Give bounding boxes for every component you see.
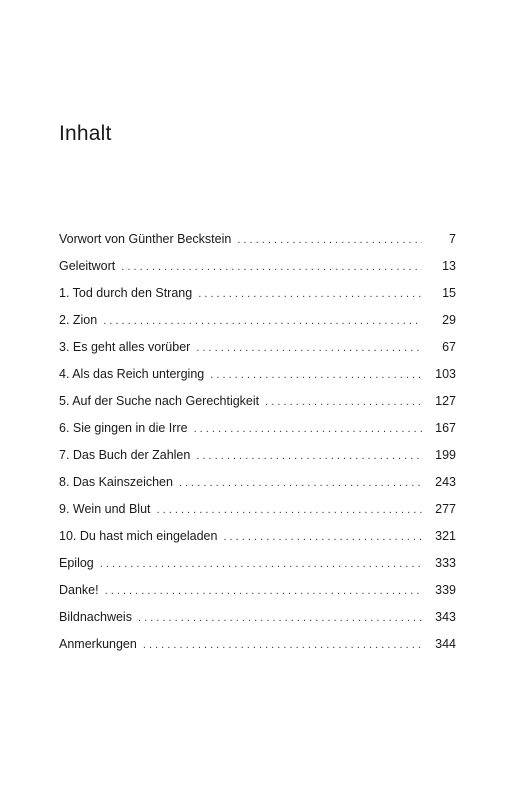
toc-entry-title: 4. Als das Reich unterging (59, 367, 205, 381)
toc-entry-page: 13 (442, 259, 456, 273)
toc-entry-page: 67 (442, 340, 456, 354)
toc-entry-page: 339 (435, 583, 456, 597)
toc-entry-title: Geleitwort (59, 259, 116, 273)
toc-entry (59, 502, 456, 529)
toc-entry (59, 556, 456, 583)
toc-entry-page: 167 (435, 421, 456, 435)
toc-entry-title: 9. Wein und Blut (59, 502, 151, 516)
toc-entry-page: 333 (435, 556, 456, 570)
toc-entry (59, 529, 456, 556)
dot-leader (196, 341, 422, 355)
dot-leader (100, 557, 422, 571)
toc-entry-title: 5. Auf der Suche nach Gerechtigkeit (59, 394, 260, 408)
toc-entry (59, 583, 456, 610)
toc-entry (59, 448, 456, 475)
toc-entry-title: 8. Das Kainszeichen (59, 475, 173, 489)
toc-entry (59, 259, 456, 286)
toc-entry (59, 394, 456, 421)
toc-entry-title: Epilog (59, 556, 94, 570)
dot-leader (143, 638, 422, 652)
toc-entry-title: 1. Tod durch den Strang (59, 286, 193, 300)
toc-entry (59, 637, 456, 664)
toc-entry-page: 243 (435, 475, 456, 489)
toc-entry-title: Bildnachweis (59, 610, 132, 624)
dot-leader (237, 233, 422, 247)
toc-entry-page: 344 (435, 637, 456, 651)
toc-entry (59, 475, 456, 502)
dot-leader (121, 260, 422, 274)
toc-entry-page: 277 (435, 502, 456, 516)
toc-entry-page: 127 (435, 394, 456, 408)
toc-entry-title: 2. Zion (59, 313, 98, 327)
toc-entry-page: 321 (435, 529, 456, 543)
toc-entry-title: 7. Das Buch der Zahlen (59, 448, 191, 462)
toc-entry-title: 3. Es geht alles vorüber (59, 340, 191, 354)
toc-entry (59, 313, 456, 340)
dot-leader (265, 395, 422, 409)
toc-entry-title: 10. Du hast mich eingeladen (59, 529, 218, 543)
toc-entry-title: 6. Sie gingen in die Irre (59, 421, 188, 435)
dot-leader (105, 584, 422, 598)
toc-entry-title: Anmerkungen (59, 637, 137, 651)
toc-entry-page: 343 (435, 610, 456, 624)
dot-leader (223, 530, 422, 544)
dot-leader (157, 503, 423, 517)
toc-entry-page: 103 (435, 367, 456, 381)
toc-entry-page: 15 (442, 286, 456, 300)
toc-entry (59, 610, 456, 637)
toc-entry (59, 421, 456, 448)
dot-leader (196, 449, 422, 463)
toc-entry-page: 7 (449, 232, 456, 246)
page-title: Inhalt (59, 122, 112, 145)
toc-entry-title: Vorwort von Günther Beckstein (59, 232, 232, 246)
toc-entry-title: Danke! (59, 583, 99, 597)
dot-leader (138, 611, 422, 625)
toc-entry-page: 29 (442, 313, 456, 327)
toc-entry-page: 199 (435, 448, 456, 462)
dot-leader (194, 422, 422, 436)
toc-entry (59, 232, 456, 259)
dot-leader (179, 476, 422, 490)
toc-entry (59, 367, 456, 394)
dot-leader (198, 287, 422, 301)
toc-entry (59, 286, 456, 313)
table-of-contents (59, 232, 456, 664)
dot-leader (103, 314, 422, 328)
toc-entry (59, 340, 456, 367)
dot-leader (210, 368, 422, 382)
